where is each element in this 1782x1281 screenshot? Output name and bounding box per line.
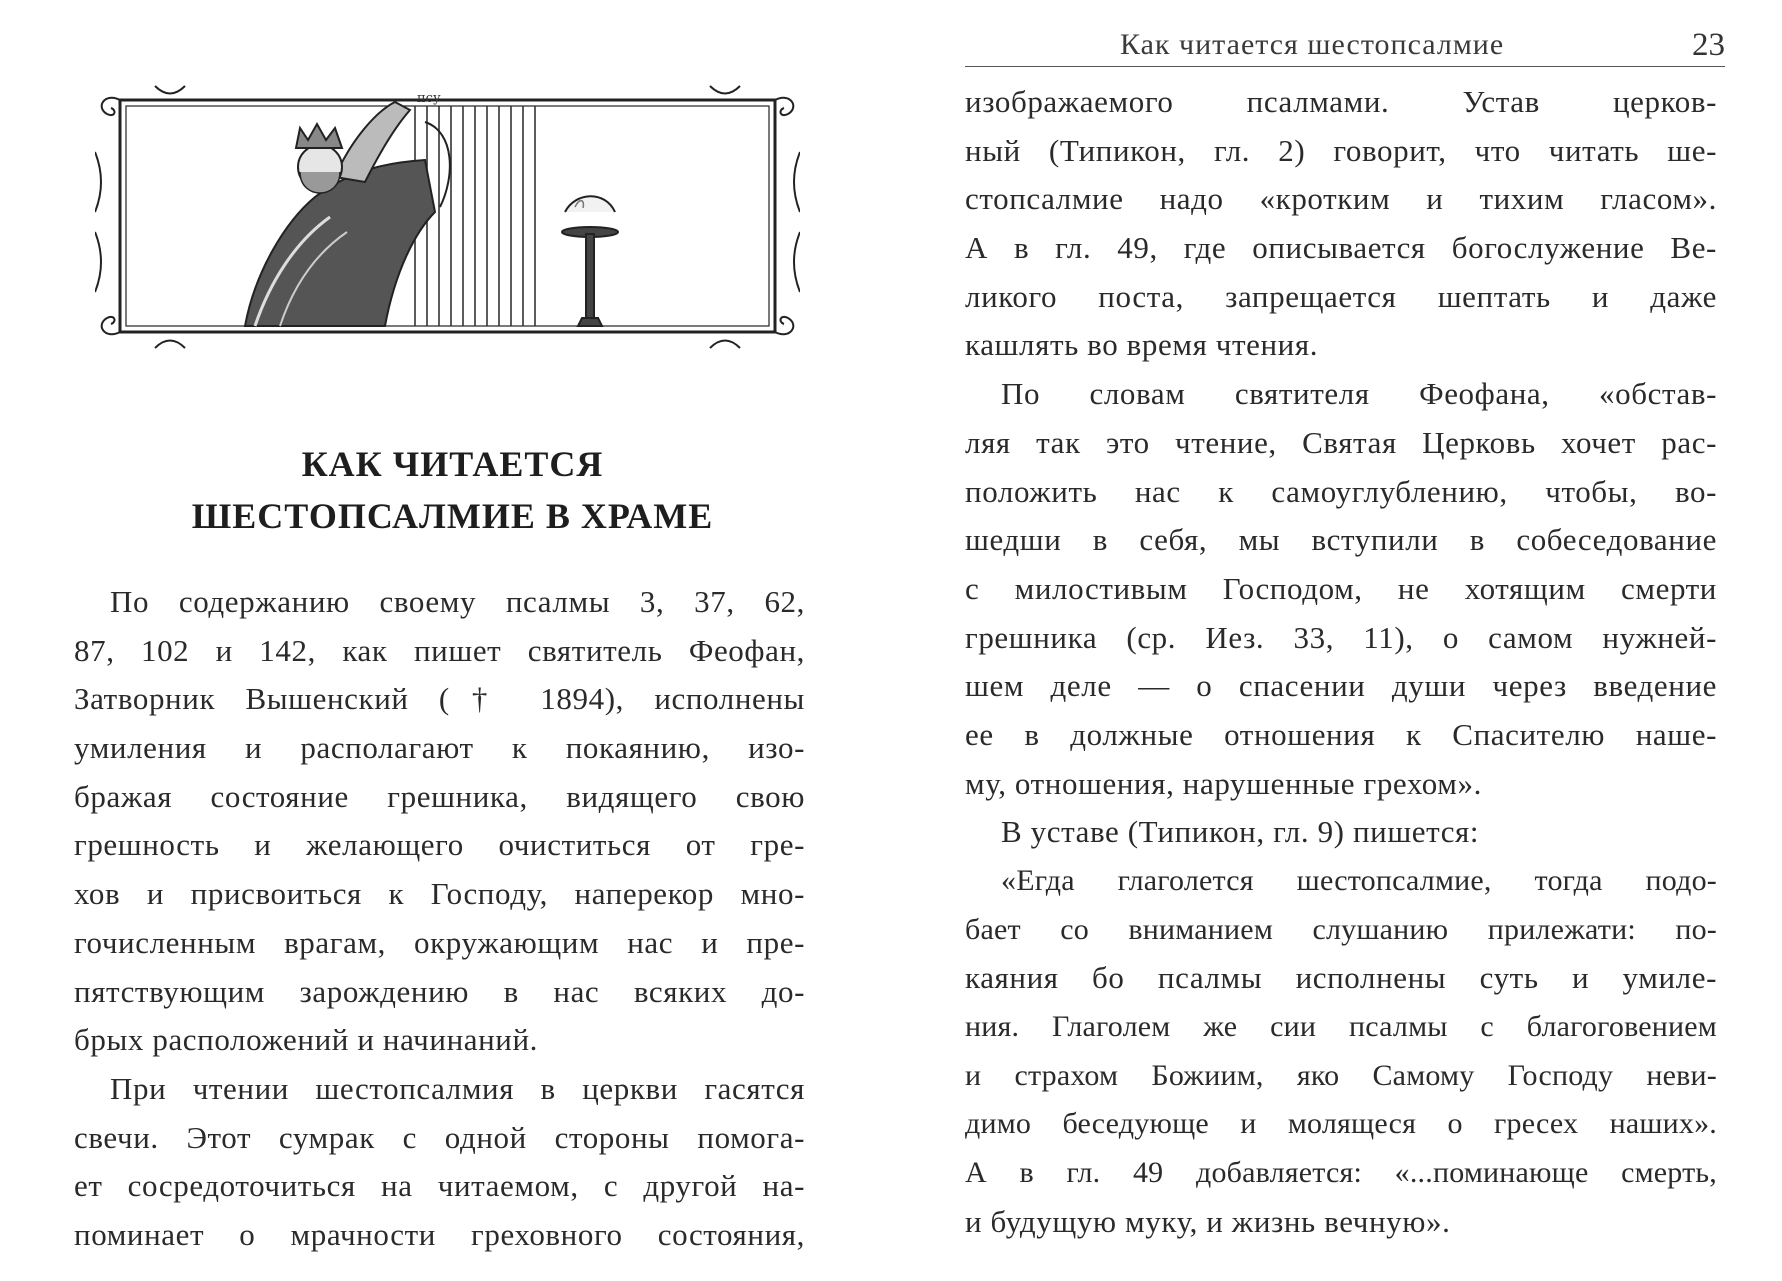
paragraph-line: Затворник Вышенский († 1894), исполнены [74, 681, 805, 717]
paragraph-line: ликого поста, запрещается шептать и даже [965, 278, 1717, 314]
page-number: 23 [1692, 27, 1725, 63]
paragraph-line: димо беседующе и молящеся о гресех наших». [965, 1107, 1717, 1141]
chapter-title [80, 438, 825, 542]
paragraph-line: шем деле — о спасении души через введение [965, 668, 1717, 704]
crown-icon [296, 124, 342, 148]
paragraph-line: каяния бо псалмы исполнены суть и умиле- [965, 960, 1717, 996]
paragraph-line: ляя так это чтение, Святая Церковь хочет рас- [965, 424, 1717, 460]
paragraph-line: «Егда глаголется шестопсалмие, тогда подо- [1001, 864, 1717, 897]
king-david-harp-illustration [95, 82, 800, 352]
paragraph-line: и будущую муку, и жизнь вечную». [965, 1203, 1451, 1239]
chapter-title-line-1: КАК ЧИТАЕТСЯ [301, 444, 604, 484]
paragraph-line: положить нас к самоуглублению, чтобы, во- [965, 473, 1717, 509]
paragraph-line: свечи. Этот сумрак с одной стороны помога- [74, 1119, 805, 1155]
harp-strings [415, 106, 535, 326]
paragraph-line: брых расположений и начинаний. [74, 1022, 539, 1058]
paragraph-line: бражая состояние грешника, видящего свою [74, 778, 805, 814]
lamp-stand [562, 196, 618, 326]
paragraph-line: умиления и располагают к покаянию, изо- [74, 730, 805, 766]
running-title: Как читается шестопсалмие [1120, 28, 1505, 61]
paragraph-line: ее в должные отношения к Спасителю наше- [965, 716, 1717, 752]
paragraph-line: 87, 102 и 142, как пишет святитель Феофан, [74, 632, 805, 668]
paragraph-line: грешность и желающего очиститься от гре- [74, 827, 805, 863]
paragraph-line: ния. Глаголем же сии псалмы с благоговением [965, 1010, 1717, 1044]
ornamental-frame [95, 86, 800, 348]
running-header [965, 22, 1725, 67]
paragraph-line: с милостивым Господом, не хотящим смерти [965, 570, 1717, 606]
paragraph-line: шедши в себя, мы вступили в собеседование [965, 522, 1717, 558]
paragraph-line: гочисленным врагам, окружающим нас и пре- [74, 924, 805, 960]
paragraph-line: му, отношения, нарушенные грехом». [965, 765, 1482, 801]
paragraph-line: грешника (ср. Иез. 33, 11), о самом нужней- [965, 619, 1717, 655]
paragraph-line: стопсалмие надо «кротким и тихим гласом». [965, 181, 1717, 217]
left-body-text [74, 578, 805, 1260]
paragraph-line: пятствующим зарождению в нас всяких до- [74, 973, 805, 1009]
paragraph-line: кашлять во время чтения. [965, 327, 1319, 363]
paragraph-line: ный (Типикон, гл. 2) говорит, что читать ше- [965, 132, 1717, 168]
chapter-title-line-2: ШЕСТОПСАЛМИЕ В ХРАМЕ [191, 496, 714, 536]
harp-inscription: псу [417, 91, 441, 106]
right-body-text [965, 78, 1717, 1247]
paragraph-line: При чтении шестопсалмия в церкви гасятся [110, 1070, 805, 1106]
paragraph-line: поминает о мрачности греховного состояния, [74, 1216, 805, 1252]
king-cloak [245, 160, 435, 326]
paragraph-line: В уставе (Типикон, гл. 9) пишется: [1001, 814, 1480, 850]
paragraph-line: А в гл. 49, где описывается богослужение Ве- [965, 230, 1717, 266]
paragraph-line: хов и присвоиться к Господу, наперекор мно- [74, 876, 805, 912]
right-page [891, 0, 1782, 1281]
paragraph-line: бает со вниманием слушанию прилежати: по- [965, 912, 1717, 946]
paragraph-line: А в гл. 49 добавляется: «...поминающе смерть, [965, 1156, 1717, 1190]
paragraph-line: ет сосредоточиться на читаемом, с другой на- [74, 1168, 805, 1204]
paragraph-line: изображаемого псалмами. Устав церков- [965, 84, 1717, 119]
paragraph-line: По словам святителя Феофана, «обстав- [1001, 376, 1717, 412]
paragraph-line: По содержанию своему псалмы 3, 37, 62, [110, 584, 805, 619]
paragraph-line: и страхом Божиим, яко Самому Господу неви- [965, 1058, 1717, 1092]
